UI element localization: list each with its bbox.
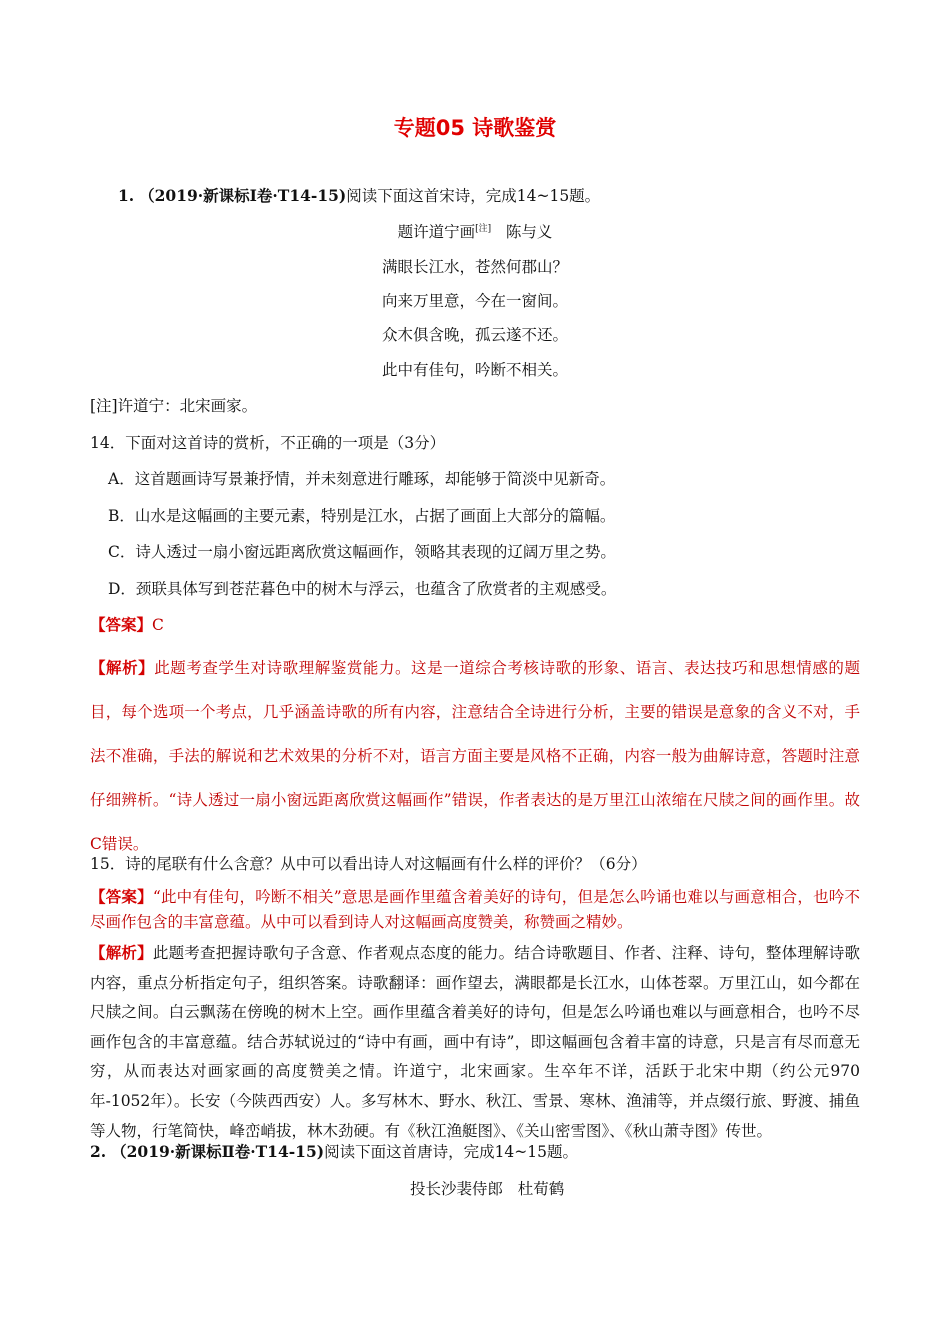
q14-answer bbox=[90, 613, 164, 635]
analysis-tag: 【解析】 bbox=[90, 658, 155, 677]
question-number: 1. bbox=[118, 186, 135, 205]
poem-title-line bbox=[410, 1177, 564, 1199]
poem-title-line bbox=[0, 220, 950, 242]
question-intro: 阅读下面这首宋诗，完成14~15题。 bbox=[346, 187, 601, 205]
poem-footnote: [注]许道宁：北宋画家。 bbox=[90, 397, 258, 415]
option-b: B．山水是这幅画的主要元素，特别是江水，占据了画面上大部分的篇幅。 bbox=[108, 507, 616, 525]
poem-line: 此中有佳句，吟断不相关。 bbox=[381, 361, 568, 379]
poem-title: 投长沙裴侍郎 bbox=[410, 1180, 504, 1198]
option-d: D．颈联具体写到苍茫暮色中的树木与浮云，也蕴含了欣赏者的主观感受。 bbox=[108, 580, 617, 598]
question-source: （2019·新课标Ⅰ卷·T14-15) bbox=[139, 186, 347, 205]
q14-analysis bbox=[90, 646, 860, 866]
poem-author: 杜荀鹤 bbox=[517, 1180, 565, 1198]
question-intro: 阅读下面这首唐诗，完成14~15题。 bbox=[324, 1143, 578, 1161]
question-source: （2019·新课标Ⅱ卷·T14-15) bbox=[111, 1142, 325, 1161]
q15-answer bbox=[90, 884, 860, 935]
analysis-tag: 【解析】 bbox=[90, 943, 153, 962]
answer-tag: 【答案】 bbox=[90, 615, 153, 634]
answer-text: “此中有佳句，吟断不相关”意思是画作里蕴含着美好的诗句，但是怎么吟诵也难以与画意相合，也吟不尽画作包含的丰富意蕴。从中可以看到诗人对这幅画高度赞美，称赞画之精妙。 bbox=[90, 888, 860, 931]
option-c: C．诗人透过一扇小窗远距离欣赏这幅画作，领略其表现的辽阔万里之势。 bbox=[108, 543, 616, 561]
poem-author: 陈与义 bbox=[505, 223, 553, 241]
question-2-header bbox=[90, 1140, 578, 1162]
answer-text: C bbox=[152, 616, 164, 634]
question-15-stem: 15．诗的尾联有什么含意？从中可以看出诗人对这幅画有什么样的评价？（6分） bbox=[90, 855, 647, 873]
poem-line: 向来万里意，今在一窗间。 bbox=[381, 292, 568, 310]
analysis-text: 此题考查把握诗歌句子含意、作者观点态度的能力。结合诗歌题目、作者、注释、诗句，整体理解诗歌内容，重点分析指定句子，组织答案。诗歌翻译：画作望去，满眼都是长江水，山体苍翠。万里江山，如今都在尺牍之间。白云飘荡在傍晚的树木上空。画作里蕴含着美好的诗句，但是怎么吟诵也难以与画意相合，也吟不尽画作包含的丰富意蕴。结合苏轼说过的“诗中有画，画中有诗”，即这幅画包含着丰富的诗意，只是言有尽而意无穷，从而表达对画家画的高度赞美之情。许道宁，北宋画家。生卒年不详，活跃于北宋中期（约公元970年-1052年）。长安（今陕西西安）人。多写林木、野水、秋江、雪景、寒林、渔浦等，并点缀行旅、野渡、捕鱼等人物，行笔简快，峰峦峭拔，林木劲硬。有《秋江渔艇图》、《关山密雪图》、《秋山萧寺图》传世。 bbox=[90, 944, 860, 1140]
poem-note-mark: [注] bbox=[475, 223, 492, 234]
option-a: A．这首题画诗写景兼抒情，并未刻意进行雕琢，却能够于简淡中见新奇。 bbox=[108, 470, 616, 488]
q15-analysis bbox=[90, 938, 860, 1146]
analysis-text: 此题考查学生对诗歌理解鉴赏能力。这是一道综合考核诗歌的形象、语言、表达技巧和思想情感的题目，每个选项一个考点，几乎涵盖诗歌的所有内容，注意结合全诗进行分析，主要的错误是意象的含义不对，手法不准确，手法的解说和艺术效果的分析不对，语言方面主要是风格不正确，内容一般为曲解诗意，答题时注意仔细辨析。“诗人透过一扇小窗远距离欣赏这幅画作”错误，作者表达的是万里江山浓缩在尺牍之间的画作里。故C错误。 bbox=[90, 659, 860, 853]
question-number: 2. bbox=[90, 1142, 107, 1161]
question-1-header bbox=[118, 184, 600, 206]
question-14-stem: 14．下面对这首诗的赏析，不正确的一项是（3分） bbox=[90, 434, 446, 452]
answer-tag: 【答案】 bbox=[90, 887, 153, 906]
poem-line: 众木俱含晚，孤云遂不还。 bbox=[381, 326, 568, 344]
poem-line: 满眼长江水，苍然何郡山？ bbox=[381, 258, 568, 276]
poem-title: 题许道宁画 bbox=[397, 223, 476, 241]
page-title: 专题05 诗歌鉴赏 bbox=[393, 116, 557, 140]
